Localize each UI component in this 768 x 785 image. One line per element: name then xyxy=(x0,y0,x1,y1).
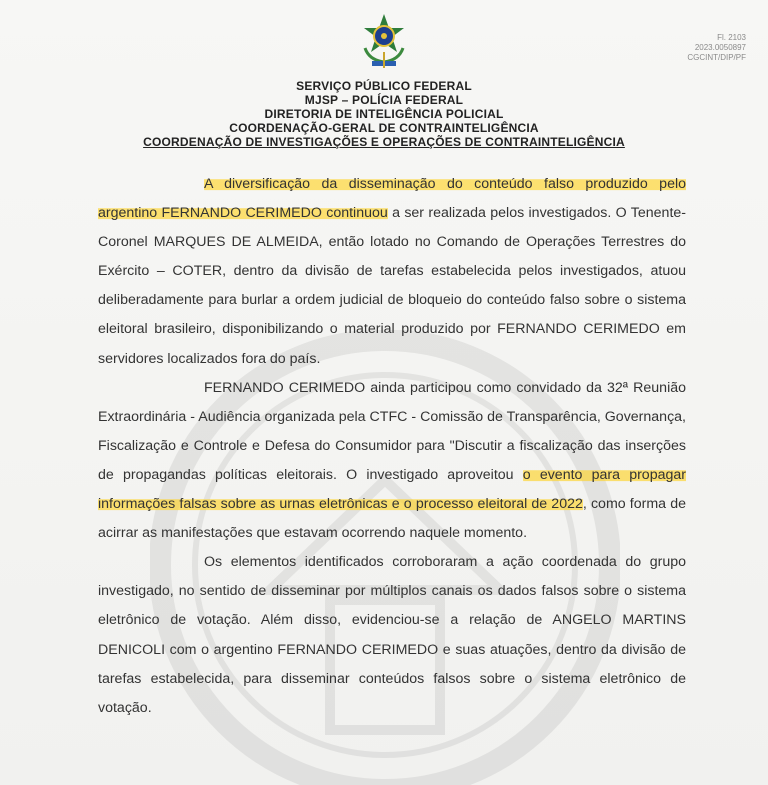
header-line-5: COORDENAÇÃO DE INVESTIGAÇÕES E OPERAÇÕES DE CONTRAINTELIGÊNCIA xyxy=(143,135,625,149)
highlighted-text-1: A diversificação da disseminação do conteúdo falso produzido pelo argentino FERNANDO CERIMEDO continuou xyxy=(98,176,686,222)
paragraph-2-before: FERNANDO CERIMEDO ainda participou como convidado da 32ª Reunião Extraordinária - Audiência organizada pela CTFC - Comissão de Transparência, Governança, Fiscalização e Controle e Defesa do Consumidor para "Discutir a fiscalização das inserções de propagandas políticas eleitorais. O investigado aproveitou xyxy=(98,379,686,483)
paragraph-3: Os elementos identificados corroboraram a ação coordenada do grupo investigado, no sentido de disseminar por múltiplos canais os dados falsos sobre o sistema eletrônico de votação. Além disso, evidenciou-se a relação de ANGELO MARTINS DENICOLI com o argentino FERNANDO CERIMEDO e suas atuações, dentro da divisão de tarefas estabelecida, para disseminar conteúdos falsos sobre o sistema eletrônico de votação. xyxy=(98,554,686,716)
highlighted-text-2: o evento para propagar informações falsas sobre as urnas eletrônicas e o processo eleitoral de 2022 xyxy=(98,466,686,513)
header-line-1: SERVIÇO PÚBLICO FEDERAL xyxy=(296,79,472,93)
reference-line-3: CGCINT/DIP/PF xyxy=(687,53,746,62)
header-line-2: MJSP – POLÍCIA FEDERAL xyxy=(304,93,464,107)
paragraph-2 xyxy=(98,374,686,549)
reference-line-1: Fl. 2103 xyxy=(717,33,746,42)
document-body xyxy=(98,170,686,723)
brazil-coat-of-arms-icon xyxy=(359,12,409,70)
document-reference xyxy=(687,33,746,63)
paragraph-2-after: , como forma de acirrar as manifestações que estavam ocorrendo naquele momento. xyxy=(98,496,686,542)
header-line-4: COORDENAÇÃO-GERAL DE CONTRAINTELIGÊNCIA xyxy=(229,121,539,135)
reference-line-2: 2023.0050897 xyxy=(694,43,746,52)
paragraph-1-rest: a ser realizada pelos investigados. O Tenente-Coronel MARQUES DE ALMEIDA, então lotado no Comando de Operações Terrestres do Exército – COTER, dentro da divisão de tarefas estabelecida pelos investigados, atuou deliberadamente para burlar a ordem judicial de bloqueio do conteúdo falso sobre o sistema eleitoral brasileiro, disponibilizando o material produzido por FERNANDO CERIMEDO em servidores localizados fora do país. xyxy=(98,205,686,367)
paragraph-1 xyxy=(98,170,686,374)
document-header xyxy=(0,79,768,149)
header-line-3: DIRETORIA DE INTELIGÊNCIA POLICIAL xyxy=(264,107,504,121)
